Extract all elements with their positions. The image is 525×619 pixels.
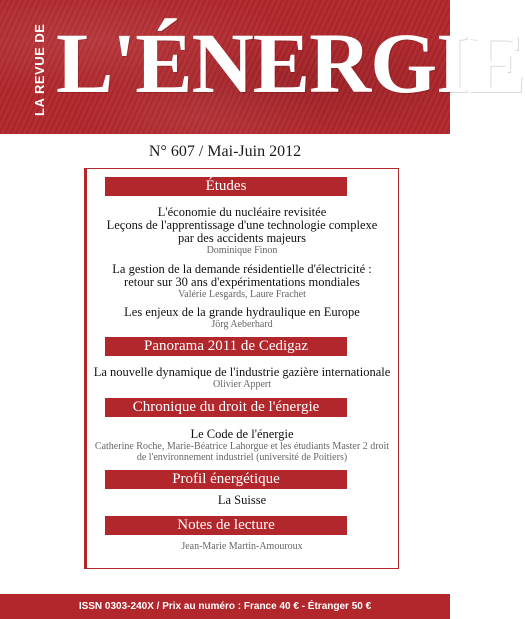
section-heading-notes: Notes de lecture [105,516,347,535]
article-title-line: Leçons de l'apprentissage d'une technologie complexe [106,218,378,232]
section-heading-chronique: Chronique du droit de l'énergie [105,398,347,417]
article-title-line: retour sur 30 ans d'expérimentations mondiales [124,275,360,289]
article-author: Valérie Lesgards, Laure Frachet [178,289,306,300]
article-author: Jörg Aeberhard [211,319,273,330]
masthead-side-label: LA REVUE DE [32,23,47,117]
article-nucleaire [84,206,400,256]
footer-price-bar: ISSN 0303-240X / Prix au numéro : France 40 € - Étranger 50 € [0,594,450,619]
masthead [0,0,525,134]
section-heading-etudes: Études [105,177,347,196]
article-notes-lecture [84,541,400,552]
article-title-line: Le Code de l'énergie [190,427,294,441]
article-hydraulique [84,306,400,330]
article-suisse [84,494,400,507]
article-author: de l'environnement industriel (université de Poitiers) [136,452,348,463]
article-title-line: La nouvelle dynamique de l'industrie gazière internationale [93,365,391,379]
article-author: Jean-Marie Martin-Amouroux [181,541,303,552]
article-industrie-gaziere [84,366,400,390]
article-author: Olivier Appert [212,379,272,390]
section-heading-panorama: Panorama 2011 de Cedigaz [105,337,347,356]
article-title-line: La gestion de la demande résidentielle d'électricité : [112,262,372,276]
article-author: Catherine Roche, Marie-Béatrice Lahorgue et les étudiants Master 2 droit [94,441,390,452]
article-title-line: Les enjeux de la grande hydraulique en Europe [124,305,360,319]
article-title-line: par des accidents majeurs [177,231,307,245]
article-author: Dominique Finon [206,245,278,256]
section-heading-profil: Profil énergétique [105,470,347,489]
article-title-line: La Suisse [217,493,267,507]
article-demande-electricite [84,263,400,300]
article-code-energie [84,428,400,463]
article-title-line: L'économie du nucléaire revisitée [157,205,327,219]
issue-number: N° 607 / Mai-Juin 2012 [148,143,302,160]
masthead-title: L'ÉNERGIE [56,15,525,111]
